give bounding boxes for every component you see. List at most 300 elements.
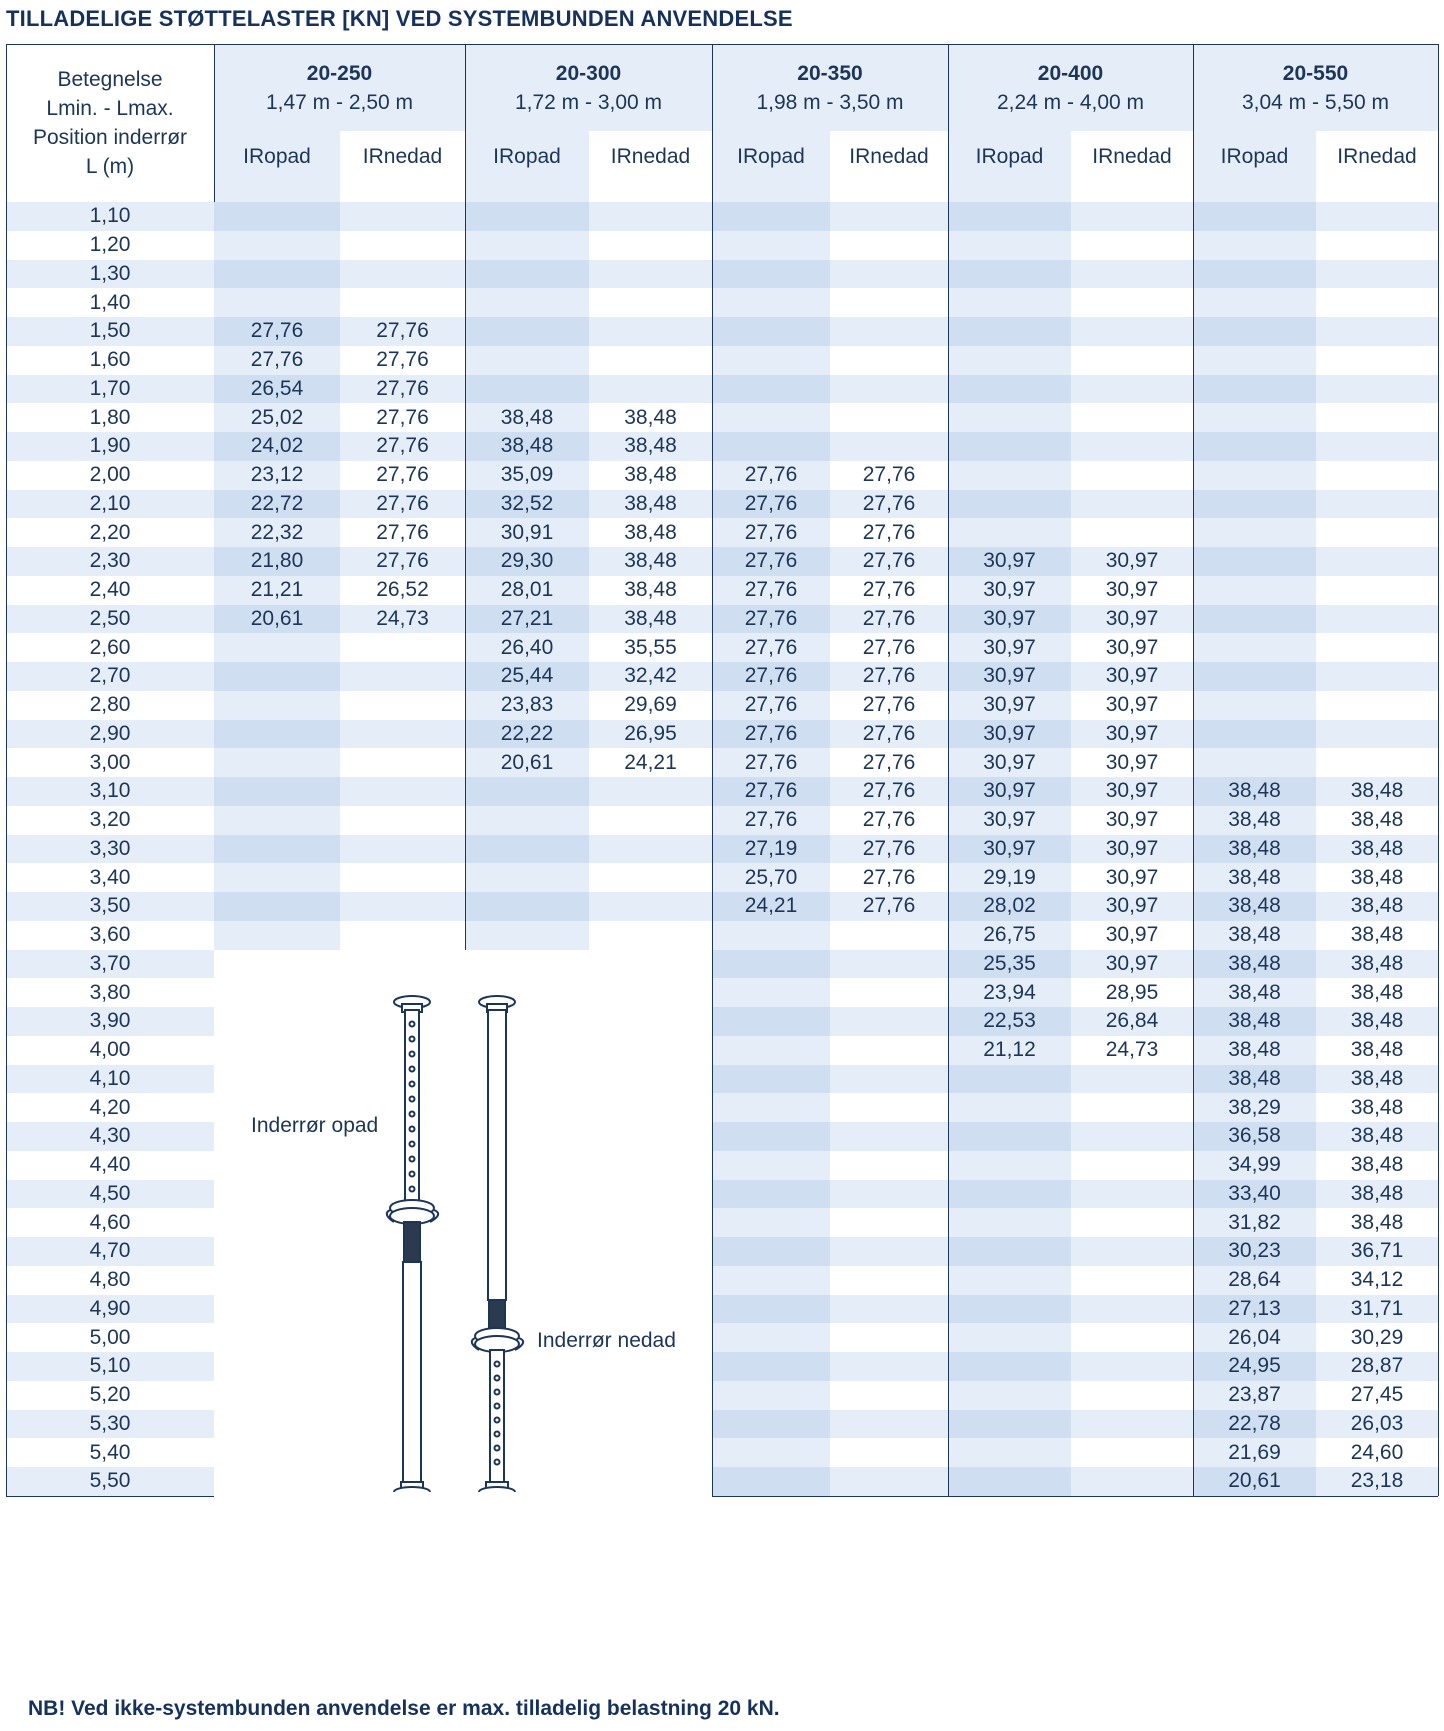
table-cell bbox=[340, 835, 465, 864]
table-cell bbox=[712, 1007, 830, 1036]
sub-header-up: IRopad bbox=[948, 131, 1071, 203]
row-label-header-line4: L (m) bbox=[85, 155, 135, 178]
table-cell: 27,76 bbox=[214, 346, 340, 375]
table-cell bbox=[712, 432, 830, 461]
table-cell bbox=[948, 1295, 1071, 1324]
table-cell: 30,97 bbox=[1071, 547, 1193, 576]
table-cell: 27,76 bbox=[830, 461, 948, 490]
row-label: 3,10 bbox=[6, 777, 214, 806]
row-label: 4,80 bbox=[6, 1266, 214, 1295]
table-cell: 27,76 bbox=[712, 748, 830, 777]
table-cell: 27,76 bbox=[830, 518, 948, 547]
table-cell: 30,97 bbox=[948, 633, 1071, 662]
footer-note: NB! Ved ikke-systembunden anvendelse er max. tilladelig belastning 20 kN. bbox=[28, 1697, 780, 1720]
table-cell bbox=[1193, 633, 1316, 662]
table-cell: 38,48 bbox=[1316, 1180, 1438, 1209]
table-cell: 38,48 bbox=[589, 576, 712, 605]
table-cell: 38,48 bbox=[1316, 978, 1438, 1007]
table-cell bbox=[1193, 231, 1316, 260]
table-cell bbox=[465, 921, 589, 950]
table-cell bbox=[712, 202, 830, 231]
table-cell bbox=[712, 1266, 830, 1295]
table-cell bbox=[340, 260, 465, 289]
table-cell: 26,03 bbox=[1316, 1410, 1438, 1439]
table-cell bbox=[214, 835, 340, 864]
table-cell bbox=[830, 921, 948, 950]
table-cell bbox=[340, 691, 465, 720]
table-cell bbox=[830, 1208, 948, 1237]
table-cell bbox=[948, 1352, 1071, 1381]
row-label: 3,80 bbox=[6, 978, 214, 1007]
table-cell bbox=[1316, 375, 1438, 404]
table-cell: 38,48 bbox=[465, 432, 589, 461]
table-cell bbox=[1316, 231, 1438, 260]
table-cell: 32,42 bbox=[589, 662, 712, 691]
table-cell bbox=[1316, 288, 1438, 317]
table-cell: 30,97 bbox=[948, 605, 1071, 634]
table-bottom-border bbox=[712, 1496, 1438, 1497]
row-label: 3,00 bbox=[6, 748, 214, 777]
table-left-border bbox=[6, 44, 7, 1496]
table-cell: 21,21 bbox=[214, 576, 340, 605]
table-cell: 23,94 bbox=[948, 978, 1071, 1007]
table-top-border bbox=[6, 44, 1438, 45]
table-cell: 38,48 bbox=[1193, 1065, 1316, 1094]
table-cell: 27,76 bbox=[712, 605, 830, 634]
table-cell bbox=[1071, 317, 1193, 346]
table-cell bbox=[214, 260, 340, 289]
table-cell bbox=[1193, 748, 1316, 777]
table-cell: 30,97 bbox=[948, 576, 1071, 605]
table-cell bbox=[830, 1295, 948, 1324]
table-cell: 24,73 bbox=[1071, 1036, 1193, 1065]
table-cell bbox=[1193, 461, 1316, 490]
table-cell: 38,29 bbox=[1193, 1093, 1316, 1122]
table-cell: 23,87 bbox=[1193, 1381, 1316, 1410]
table-cell: 30,97 bbox=[948, 662, 1071, 691]
table-cell bbox=[712, 1122, 830, 1151]
table-cell: 28,95 bbox=[1071, 978, 1193, 1007]
row-label: 2,60 bbox=[6, 633, 214, 662]
model-range: 1,72 m - 3,00 m bbox=[514, 90, 663, 114]
row-label-header-line1: Betegnelse bbox=[57, 68, 163, 91]
table-cell: 27,76 bbox=[712, 662, 830, 691]
table-cell bbox=[830, 1180, 948, 1209]
table-cell: 38,48 bbox=[1316, 806, 1438, 835]
table-cell bbox=[340, 777, 465, 806]
row-label: 3,20 bbox=[6, 806, 214, 835]
table-cell: 27,76 bbox=[712, 633, 830, 662]
row-label-header bbox=[6, 44, 214, 202]
row-label: 3,40 bbox=[6, 863, 214, 892]
table-cell: 20,61 bbox=[214, 605, 340, 634]
table-cell: 30,97 bbox=[948, 806, 1071, 835]
table-cell bbox=[948, 1208, 1071, 1237]
table-cell: 24,73 bbox=[340, 605, 465, 634]
table-cell bbox=[830, 202, 948, 231]
table-cell bbox=[214, 202, 340, 231]
table-cell: 24,21 bbox=[712, 892, 830, 921]
table-cell: 27,76 bbox=[340, 403, 465, 432]
table-cell: 30,97 bbox=[948, 547, 1071, 576]
table-cell bbox=[1071, 288, 1193, 317]
table-cell bbox=[712, 1151, 830, 1180]
table-cell: 27,76 bbox=[712, 518, 830, 547]
table-cell bbox=[340, 288, 465, 317]
table-cell bbox=[1071, 346, 1193, 375]
group-divider bbox=[214, 44, 215, 202]
table-cell bbox=[830, 260, 948, 289]
model-range: 1,47 m - 2,50 m bbox=[265, 90, 414, 114]
table-cell bbox=[948, 317, 1071, 346]
table-cell: 36,58 bbox=[1193, 1122, 1316, 1151]
prop-illustration bbox=[215, 952, 715, 1492]
row-label-header-line3: Position inderrør bbox=[32, 126, 188, 149]
row-label: 4,10 bbox=[6, 1065, 214, 1094]
table-cell bbox=[712, 1180, 830, 1209]
table-cell: 38,48 bbox=[1316, 1151, 1438, 1180]
table-cell: 30,97 bbox=[1071, 748, 1193, 777]
table-cell bbox=[830, 1266, 948, 1295]
table-cell: 38,48 bbox=[1193, 892, 1316, 921]
table-cell: 24,02 bbox=[214, 432, 340, 461]
table-cell bbox=[712, 1438, 830, 1467]
table-cell bbox=[1071, 202, 1193, 231]
table-cell: 27,76 bbox=[830, 777, 948, 806]
prop-inner-tube-down-icon bbox=[472, 996, 523, 1492]
table-cell bbox=[589, 317, 712, 346]
row-label: 1,10 bbox=[6, 202, 214, 231]
table-cell bbox=[712, 1410, 830, 1439]
row-label: 5,10 bbox=[6, 1352, 214, 1381]
table-cell bbox=[340, 202, 465, 231]
table-cell bbox=[1193, 605, 1316, 634]
row-label: 4,30 bbox=[6, 1122, 214, 1151]
table-cell bbox=[712, 1208, 830, 1237]
sub-header-up: IRopad bbox=[712, 131, 830, 203]
table-cell bbox=[830, 1122, 948, 1151]
table-cell bbox=[712, 403, 830, 432]
table-cell: 32,52 bbox=[465, 490, 589, 519]
sub-header-down: IRnedad bbox=[589, 131, 712, 203]
table-cell: 25,70 bbox=[712, 863, 830, 892]
table-cell bbox=[948, 432, 1071, 461]
row-label-header-line2: Lmin. - Lmax. bbox=[46, 97, 174, 120]
table-cell bbox=[465, 346, 589, 375]
table-cell: 30,97 bbox=[1071, 806, 1193, 835]
table-cell bbox=[1316, 317, 1438, 346]
table-cell: 38,48 bbox=[1316, 1065, 1438, 1094]
table-cell bbox=[465, 777, 589, 806]
table-cell bbox=[589, 375, 712, 404]
table-cell bbox=[948, 1093, 1071, 1122]
sub-header-down: IRnedad bbox=[1316, 131, 1438, 203]
row-label: 4,70 bbox=[6, 1237, 214, 1266]
table-cell bbox=[948, 1266, 1071, 1295]
table-cell bbox=[1071, 231, 1193, 260]
table-cell: 35,09 bbox=[465, 461, 589, 490]
table-cell bbox=[589, 921, 712, 950]
table-cell bbox=[340, 806, 465, 835]
table-cell bbox=[948, 1323, 1071, 1352]
table-cell bbox=[214, 863, 340, 892]
table-cell bbox=[1193, 346, 1316, 375]
table-cell: 38,48 bbox=[1316, 950, 1438, 979]
table-cell bbox=[1193, 375, 1316, 404]
table-cell: 34,12 bbox=[1316, 1266, 1438, 1295]
table-cell: 38,48 bbox=[1193, 777, 1316, 806]
row-label: 1,40 bbox=[6, 288, 214, 317]
row-label: 3,30 bbox=[6, 835, 214, 864]
table-cell bbox=[948, 1381, 1071, 1410]
table-cell bbox=[712, 260, 830, 289]
row-label: 2,50 bbox=[6, 605, 214, 634]
table-cell bbox=[948, 403, 1071, 432]
table-cell bbox=[712, 1295, 830, 1324]
table-cell: 38,48 bbox=[1193, 1007, 1316, 1036]
table-cell: 33,40 bbox=[1193, 1180, 1316, 1209]
table-cell: 27,76 bbox=[340, 317, 465, 346]
table-cell bbox=[1071, 1467, 1193, 1496]
table-cell: 30,97 bbox=[1071, 892, 1193, 921]
table-cell bbox=[948, 1065, 1071, 1094]
table-cell: 22,32 bbox=[214, 518, 340, 547]
table-cell: 27,45 bbox=[1316, 1381, 1438, 1410]
table-cell bbox=[465, 231, 589, 260]
column-group-header bbox=[948, 44, 1193, 131]
table-cell: 38,48 bbox=[1316, 835, 1438, 864]
table-cell: 38,48 bbox=[589, 490, 712, 519]
table-cell bbox=[712, 950, 830, 979]
table-cell: 22,53 bbox=[948, 1007, 1071, 1036]
table-cell bbox=[340, 633, 465, 662]
table-cell bbox=[1316, 633, 1438, 662]
table-cell bbox=[1193, 403, 1316, 432]
table-cell: 27,76 bbox=[340, 346, 465, 375]
table-cell: 26,95 bbox=[589, 720, 712, 749]
table-cell bbox=[1193, 720, 1316, 749]
table-cell bbox=[830, 1438, 948, 1467]
table-cell: 28,02 bbox=[948, 892, 1071, 921]
table-cell bbox=[1071, 1065, 1193, 1094]
table-cell bbox=[948, 202, 1071, 231]
table-cell: 30,97 bbox=[948, 748, 1071, 777]
table-cell bbox=[589, 892, 712, 921]
table-cell: 27,76 bbox=[712, 576, 830, 605]
table-cell: 27,76 bbox=[712, 777, 830, 806]
table-cell bbox=[589, 231, 712, 260]
row-label: 2,00 bbox=[6, 461, 214, 490]
model-range: 1,98 m - 3,50 m bbox=[756, 90, 904, 114]
row-label: 5,20 bbox=[6, 1381, 214, 1410]
table-cell: 26,40 bbox=[465, 633, 589, 662]
table-cell: 27,76 bbox=[830, 863, 948, 892]
table-cell bbox=[712, 921, 830, 950]
table-cell: 30,97 bbox=[1071, 633, 1193, 662]
group-divider bbox=[948, 44, 949, 1496]
table-cell bbox=[712, 1352, 830, 1381]
table-cell bbox=[214, 806, 340, 835]
table-cell bbox=[948, 346, 1071, 375]
table-cell: 38,48 bbox=[1316, 863, 1438, 892]
table-cell bbox=[830, 1093, 948, 1122]
table-cell: 27,76 bbox=[712, 490, 830, 519]
table-cell bbox=[1071, 518, 1193, 547]
table-cell: 20,61 bbox=[465, 748, 589, 777]
table-right-border bbox=[1438, 44, 1439, 1496]
table-cell: 26,04 bbox=[1193, 1323, 1316, 1352]
row-label: 4,50 bbox=[6, 1180, 214, 1209]
table-cell: 27,21 bbox=[465, 605, 589, 634]
table-cell bbox=[1316, 461, 1438, 490]
row-label: 4,40 bbox=[6, 1151, 214, 1180]
table-cell bbox=[830, 231, 948, 260]
row-label: 5,50 bbox=[6, 1467, 214, 1496]
table-cell bbox=[830, 1467, 948, 1496]
table-cell bbox=[1071, 1208, 1193, 1237]
table-cell bbox=[465, 317, 589, 346]
row-label: 3,90 bbox=[6, 1007, 214, 1036]
table-cell bbox=[712, 1093, 830, 1122]
table-cell: 38,48 bbox=[1193, 1036, 1316, 1065]
table-cell bbox=[948, 490, 1071, 519]
table-cell bbox=[465, 835, 589, 864]
table-cell: 38,48 bbox=[1316, 1036, 1438, 1065]
table-cell bbox=[830, 346, 948, 375]
table-cell: 22,78 bbox=[1193, 1410, 1316, 1439]
table-cell: 27,76 bbox=[830, 806, 948, 835]
table-cell: 27,76 bbox=[340, 375, 465, 404]
table-cell bbox=[948, 1122, 1071, 1151]
table-cell bbox=[830, 1007, 948, 1036]
table-cell bbox=[1071, 1323, 1193, 1352]
table-cell: 38,48 bbox=[1193, 950, 1316, 979]
table-cell: 27,76 bbox=[830, 547, 948, 576]
table-cell bbox=[1071, 1093, 1193, 1122]
sub-header-down: IRnedad bbox=[830, 131, 948, 203]
table-cell: 27,76 bbox=[830, 605, 948, 634]
table-cell bbox=[712, 1467, 830, 1496]
table-cell: 23,83 bbox=[465, 691, 589, 720]
table-cell: 26,75 bbox=[948, 921, 1071, 950]
table-cell: 30,29 bbox=[1316, 1323, 1438, 1352]
table-cell bbox=[948, 1180, 1071, 1209]
table-cell bbox=[948, 1438, 1071, 1467]
row-label: 2,90 bbox=[6, 720, 214, 749]
table-cell: 30,97 bbox=[1071, 605, 1193, 634]
table-cell: 27,76 bbox=[340, 490, 465, 519]
table-cell bbox=[1071, 1266, 1193, 1295]
table-cell: 30,97 bbox=[1071, 863, 1193, 892]
table-cell: 38,48 bbox=[1316, 777, 1438, 806]
table-cell bbox=[830, 950, 948, 979]
table-cell bbox=[1071, 461, 1193, 490]
table-cell: 26,84 bbox=[1071, 1007, 1193, 1036]
table-cell: 38,48 bbox=[589, 403, 712, 432]
table-cell bbox=[1316, 490, 1438, 519]
table-cell bbox=[830, 1381, 948, 1410]
table-cell bbox=[214, 892, 340, 921]
table-cell: 29,69 bbox=[589, 691, 712, 720]
table-cell bbox=[214, 662, 340, 691]
table-cell: 27,76 bbox=[830, 633, 948, 662]
table-cell: 38,48 bbox=[1193, 921, 1316, 950]
table-cell bbox=[214, 748, 340, 777]
table-cell bbox=[1316, 605, 1438, 634]
table-cell: 29,30 bbox=[465, 547, 589, 576]
group-divider bbox=[1193, 44, 1194, 1496]
table-cell bbox=[712, 1237, 830, 1266]
table-cell bbox=[712, 317, 830, 346]
table-cell bbox=[1071, 1410, 1193, 1439]
table-cell bbox=[465, 863, 589, 892]
label-inner-tube-up: Inderrør opad bbox=[251, 1114, 379, 1137]
table-cell bbox=[948, 288, 1071, 317]
table-cell: 21,80 bbox=[214, 547, 340, 576]
table-cell bbox=[1193, 288, 1316, 317]
table-cell bbox=[1193, 518, 1316, 547]
table-cell bbox=[1193, 691, 1316, 720]
model-name: 20-250 bbox=[306, 61, 373, 85]
table-cell: 30,97 bbox=[948, 720, 1071, 749]
table-cell bbox=[589, 777, 712, 806]
table-cell: 38,48 bbox=[1193, 863, 1316, 892]
table-cell: 38,48 bbox=[589, 461, 712, 490]
table-cell bbox=[712, 978, 830, 1007]
table-cell: 30,97 bbox=[948, 835, 1071, 864]
row-label: 1,60 bbox=[6, 346, 214, 375]
table-cell bbox=[1316, 518, 1438, 547]
table-cell bbox=[340, 662, 465, 691]
table-cell bbox=[589, 260, 712, 289]
table-cell: 38,48 bbox=[465, 403, 589, 432]
table-cell: 38,48 bbox=[1193, 806, 1316, 835]
table-cell bbox=[712, 231, 830, 260]
table-cell bbox=[1316, 260, 1438, 289]
prop-inner-tube-up-icon bbox=[387, 996, 438, 1492]
row-label: 1,50 bbox=[6, 317, 214, 346]
table-cell bbox=[948, 375, 1071, 404]
sub-header-up: IRopad bbox=[465, 131, 589, 203]
table-cell bbox=[214, 633, 340, 662]
table-cell bbox=[589, 346, 712, 375]
row-label: 4,00 bbox=[6, 1036, 214, 1065]
table-cell bbox=[589, 288, 712, 317]
table-cell bbox=[1071, 1122, 1193, 1151]
row-label: 5,00 bbox=[6, 1323, 214, 1352]
row-label: 4,20 bbox=[6, 1093, 214, 1122]
table-cell bbox=[948, 1410, 1071, 1439]
table-cell bbox=[1071, 260, 1193, 289]
table-cell bbox=[1071, 1438, 1193, 1467]
table-cell bbox=[830, 1410, 948, 1439]
row-label: 2,30 bbox=[6, 547, 214, 576]
table-cell bbox=[465, 260, 589, 289]
table-cell: 38,48 bbox=[1316, 921, 1438, 950]
table-cell: 30,97 bbox=[1071, 662, 1193, 691]
table-cell bbox=[1071, 1381, 1193, 1410]
table-cell: 38,48 bbox=[1316, 1093, 1438, 1122]
table-cell bbox=[830, 1151, 948, 1180]
table-cell: 27,76 bbox=[830, 662, 948, 691]
table-cell: 38,48 bbox=[1316, 1208, 1438, 1237]
table-cell: 26,54 bbox=[214, 375, 340, 404]
row-label: 3,50 bbox=[6, 892, 214, 921]
table-cell: 30,97 bbox=[1071, 950, 1193, 979]
table-cell bbox=[948, 1467, 1071, 1496]
table-cell bbox=[589, 835, 712, 864]
table-cell: 28,87 bbox=[1316, 1352, 1438, 1381]
